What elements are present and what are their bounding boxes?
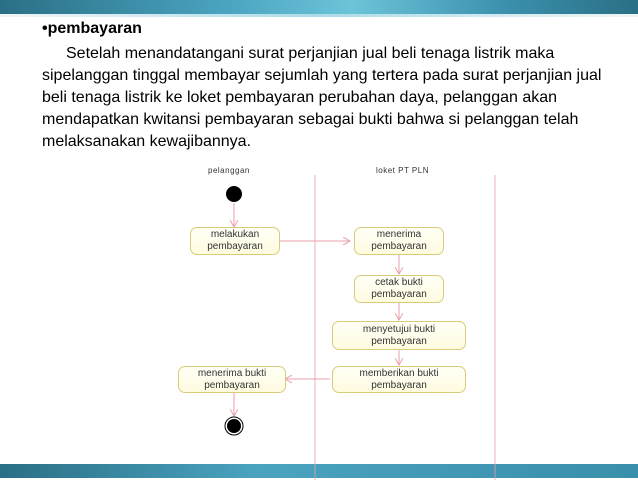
lane-label-loket-pln: loket PT PLN: [376, 166, 429, 175]
body-paragraph: Setelah menandatangani surat perjanjian jual beli tenaga listrik maka sipelanggan tinggal membayar sejumlah yang tertera pada surat perjanjian jual beli tenaga listrik ke loket pembayaran perubahan daya, pelanggan akan mendapatkan kwitansi pembayaran sebagai bukti bahwa si pelanggan telah melaksanakan kewajibannya.: [42, 45, 602, 150]
activity-menyetujui-bukti: menyetujui bukti pembayaran: [332, 321, 466, 350]
activity-menerima-pembayaran: menerima pembayaran: [354, 227, 444, 255]
activity-melakukan-pembayaran: melakukan pembayaran: [190, 227, 280, 255]
lane-label-pelanggan: pelanggan: [208, 166, 250, 175]
activity-cetak-bukti: cetak bukti pembayaran: [354, 275, 444, 303]
section-heading: •pembayaran: [42, 20, 142, 37]
header-band: [0, 0, 638, 14]
diagram-connectors: [150, 150, 570, 480]
activity-diagram: [150, 150, 570, 480]
activity-memberikan-bukti: memberikan bukti pembayaran: [332, 366, 466, 393]
activity-menerima-bukti: menerima bukti pembayaran: [178, 366, 286, 393]
initial-node: [226, 186, 242, 202]
final-node: [227, 419, 241, 433]
